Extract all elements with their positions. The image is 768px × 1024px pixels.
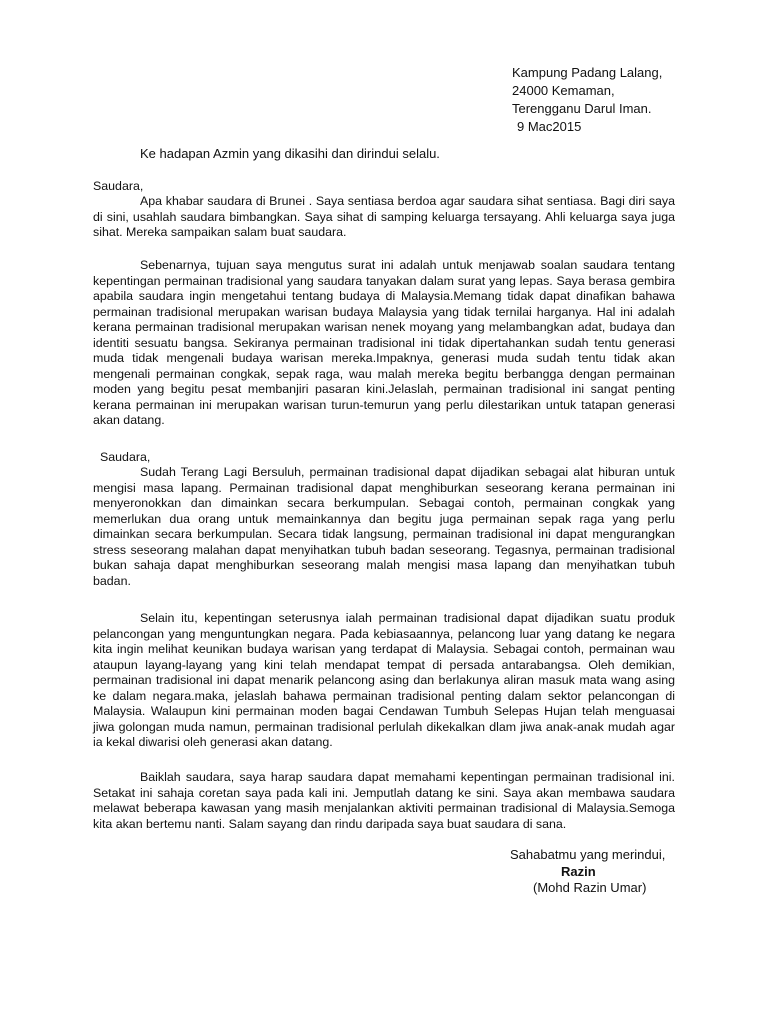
paragraph-entertainment: Sudah Terang Lagi Bersuluh, permainan tradisional dapat dijadikan sebagai alat hiburan untuk mengisi masa lapang. Permainan tradisional dapat menghiburkan seseorang kerana permainan ini menyeronokkan dan dimainkan secara berkumpulan. Sebagai contoh, permainan congkak yang memerlukan dua orang untuk memainkannya dan begitu juga permainan sepak raga yang perlu dimainkan secara berkumpulan. Secara tidak langsung, permainan tradisional ini dapat mengurangkan stress seseorang malahan dapat menyihatkan tubuh badan seseorang. Tegasnya, permainan tradisional bukan sahaja dapat menghiburkan seseorang malah mengisi masa lapang dan menyihatkan tubuh badan. xyxy=(93,465,675,588)
letter-date: 9 Mac2015 xyxy=(517,119,582,134)
greeting-line: Ke hadapan Azmin yang dikasihi dan dirindui selalu. xyxy=(140,146,440,161)
salutation-second: Saudara, xyxy=(100,450,151,464)
paragraph-intro: Apa khabar saudara di Brunei . Saya sentiasa berdoa agar saudara sihat sentiasa. Bagi diri saya di sini, usahlah saudara bimbangkan. Saya sihat di samping keluarga tersayang. Ahli keluarga saya juga sihat. Mereka sampaikan salam buat saudara. xyxy=(93,194,675,239)
signature-full-name: (Mohd Razin Umar) xyxy=(533,880,647,895)
signature-closing: Sahabatmu yang merindui, xyxy=(510,847,666,862)
signature-name: Razin xyxy=(561,864,596,879)
address-line-1: Kampung Padang Lalang, xyxy=(512,65,663,80)
salutation-first: Saudara, xyxy=(93,179,144,193)
paragraph-closing: Baiklah saudara, saya harap saudara dapat memahami kepentingan permainan tradisional ini. Setakat ini sahaja coretan saya pada kali ini. Jemputlah datang ke sini. Saya akan membawa saudara melawat beberapa kawasan yang masih menjalankan aktiviti permainan tradisional di Malaysia.Semoga kita akan bertemu nanti. Salam sayang dan rindu daripada saya buat saudara di sana. xyxy=(93,770,675,831)
paragraph-tourism: Selain itu, kepentingan seterusnya ialah permainan tradisional dapat dijadikan suatu produk pelancongan yang menguntungkan negara. Pada kebiasaannya, pelancong luar yang datang ke negara kita ingin melihat keunikan budaya warisan yang terdapat di Malaysia. Sebagai contoh, permainan wau ataupun layang-layang yang kini telah mendapat tempat di persada antarabangsa. Oleh demikian, permainan tradisional ini dapat menarik pelancong asing dan berlakunya aliran masuk mata wang asing ke dalam negara.maka, jelaslah bahawa permainan tradisional penting dalam sektor pelancongan di Malaysia. Walaupun kini permainan moden bagai Cendawan Tumbuh Selepas Hujan telah menguasai jiwa golongan muda namun, permainan tradisional perlulah dikekalkan dlam jiwa anak-anak mudah agar ia kekal diwarisi oleh generasi akan datang. xyxy=(93,611,675,749)
address-line-2: 24000 Kemaman, xyxy=(512,83,615,98)
address-line-3: Terengganu Darul Iman. xyxy=(512,101,652,116)
paragraph-purpose: Sebenarnya, tujuan saya mengutus surat ini adalah untuk menjawab soalan saudara tentang kepentingan permainan tradisional yang saudara tanyakan dalam surat yang lepas. Saya berasa gembira apabila saudara ingin mengetahui tentang budaya di Malaysia.Memang tidak dapat dinafikan bahawa permainan tradisional merupakan warisan budaya Malaysia yang tidak ternilai harganya. Hal ini adalah kerana permainan tradisional merupakan warisan nenek moyang yang melambangkan adat, budaya dan identiti sesuatu bangsa. Sekiranya permainan tradisional ini tidak dipertahankan sudah tentu generasi muda tidak mengenali budaya warisan mereka.Impaknya, generasi muda sudah tentu tidak akan mengenali permainan congkak, sepak raga, wau malah mereka begitu berbangga dengan permainan moden yang begitu pesat membanjiri pasaran kini.Jelaslah, permainan tradisional ini sangat penting kerana permainan ini merupakan warisan turun-temurun yang perlu dilestarikan untuk tatapan generasi akan datang. xyxy=(93,258,675,427)
sender-address xyxy=(512,64,662,136)
